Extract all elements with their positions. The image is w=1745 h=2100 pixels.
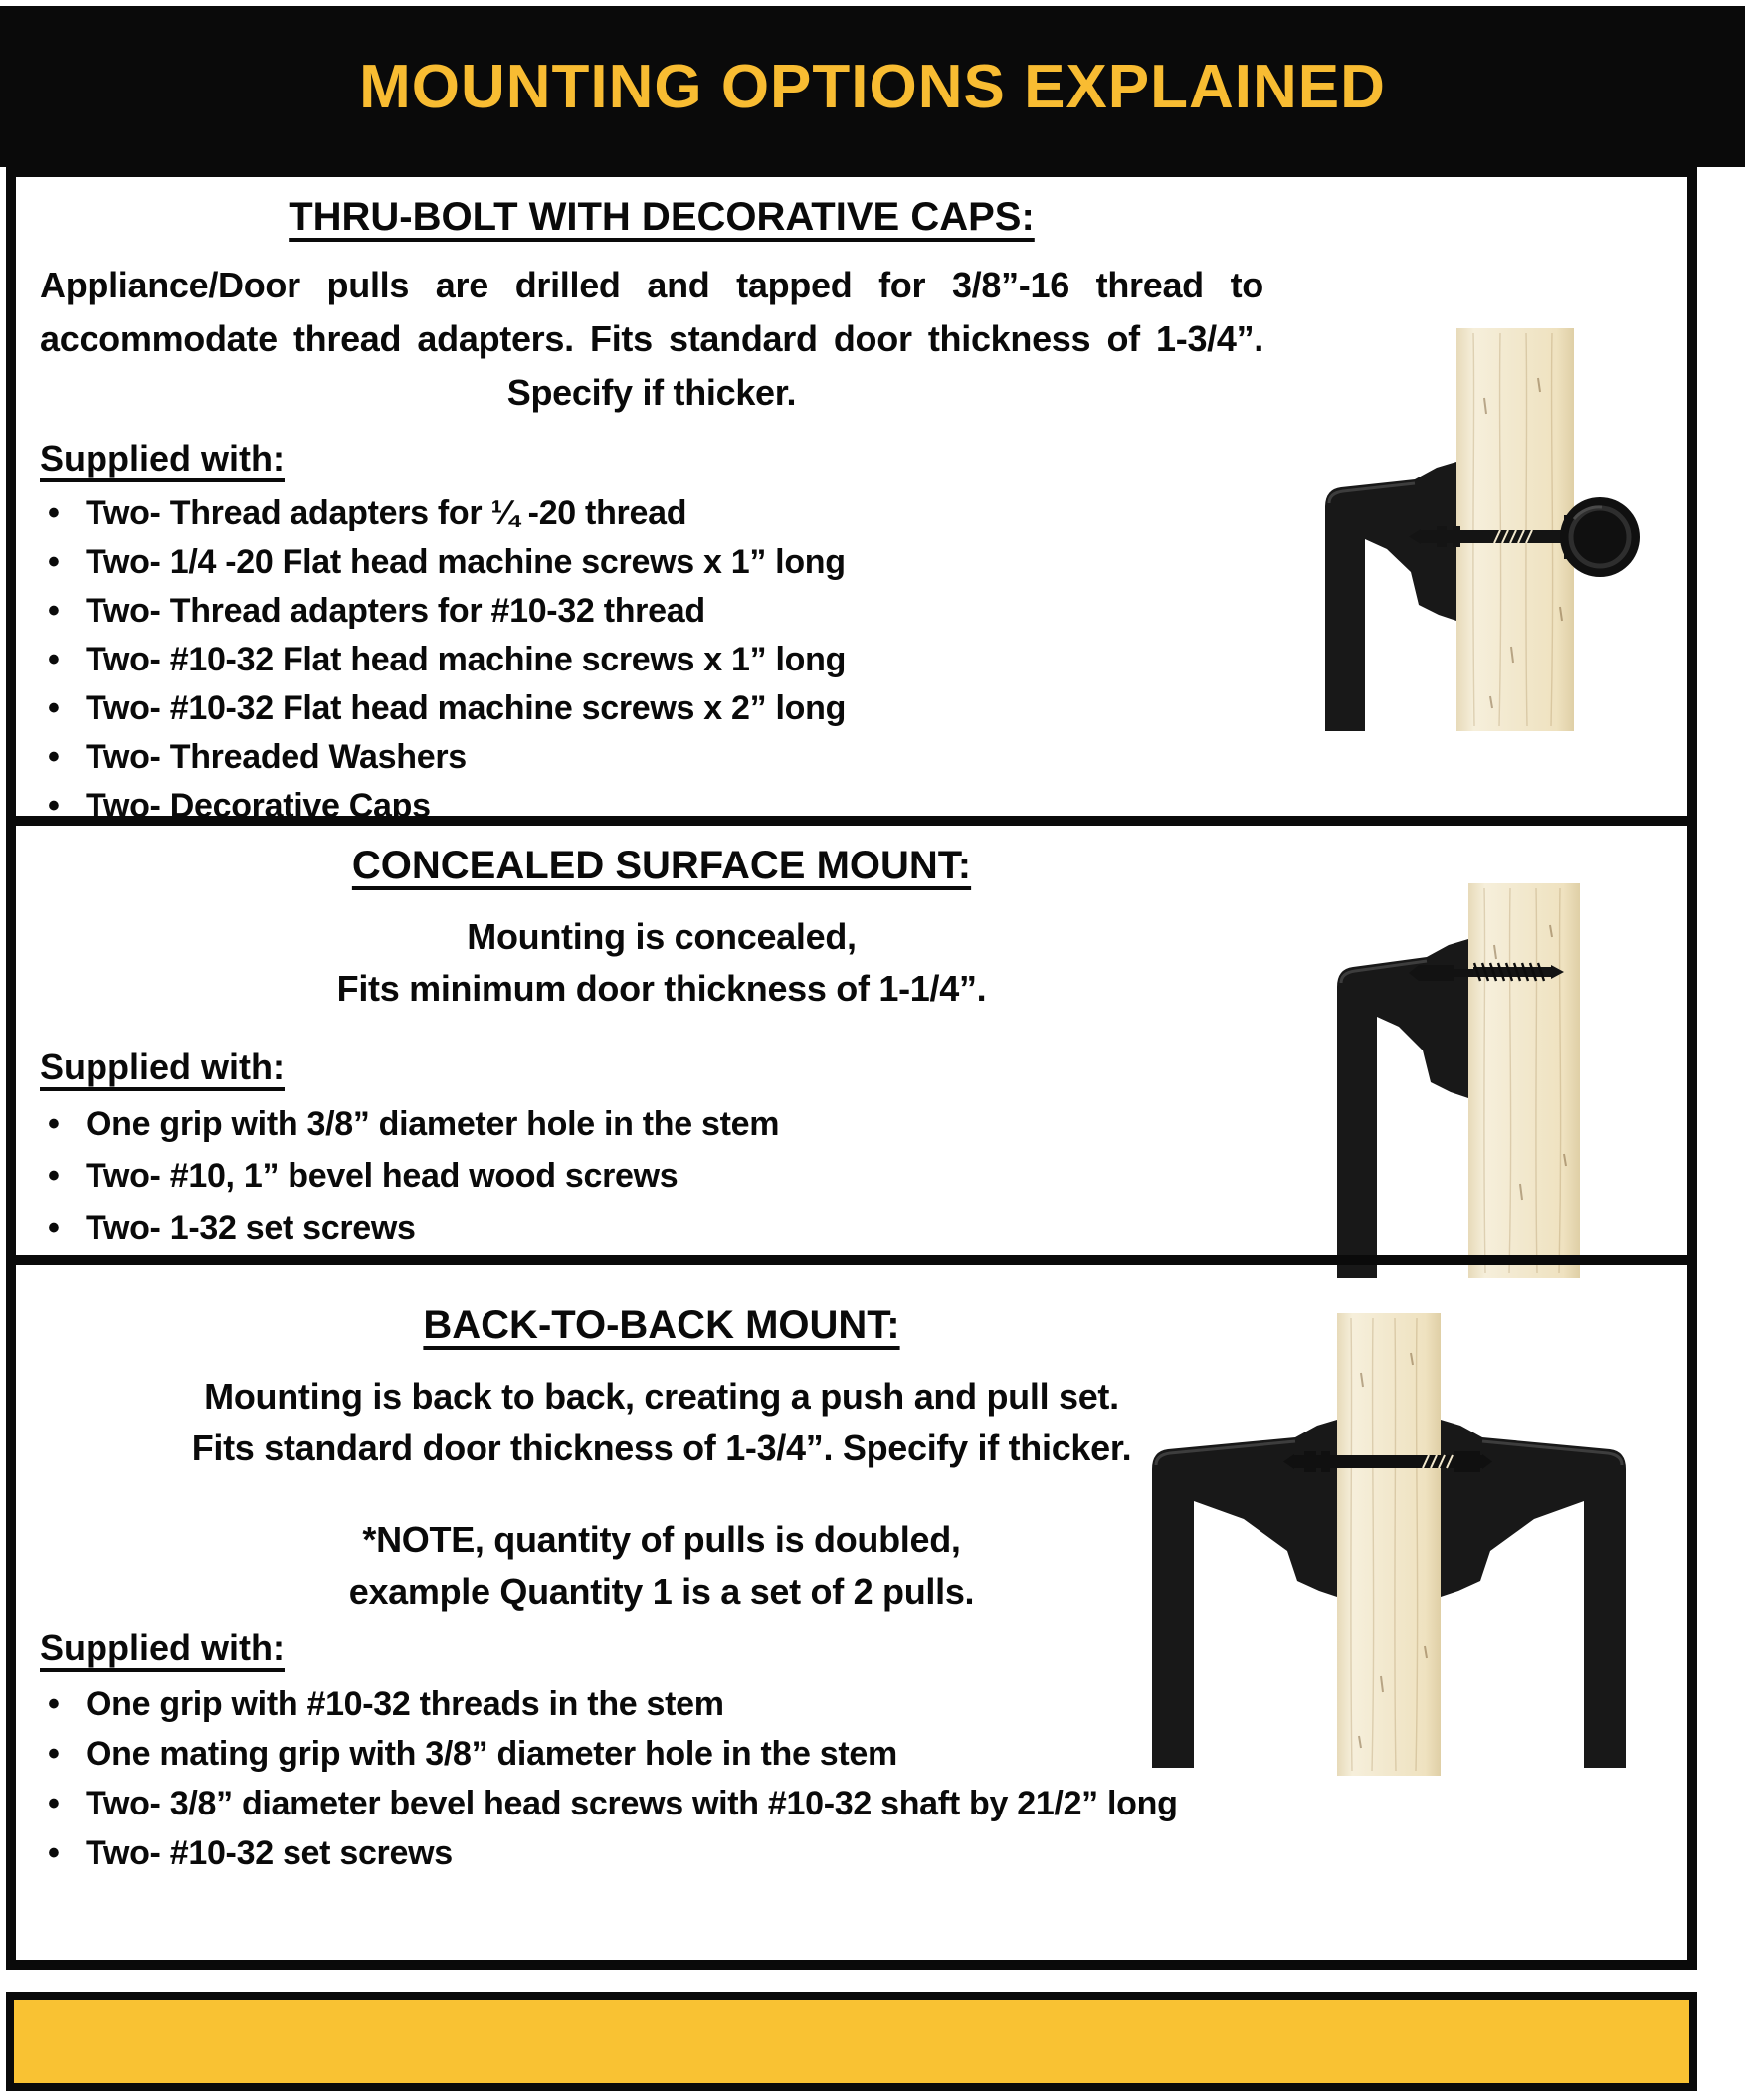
section-line: Fits minimum door thickness of 1-1/4”. — [336, 968, 987, 1009]
list-item: • Two- Threaded Washers — [40, 733, 1687, 782]
note-line: example Quantity 1 is a set of 2 pulls. — [348, 1571, 975, 1612]
content-box — [6, 167, 1697, 1970]
list-item: • One grip with 3/8” diameter hole in the stem — [40, 1098, 1687, 1150]
thread-adapter — [1453, 526, 1460, 547]
list-item: • One mating grip with 3/8” diameter hole in the stem — [40, 1729, 1687, 1779]
screw-shaft — [1454, 969, 1474, 977]
list-item: • One grip with #10-32 threads in the stem — [40, 1679, 1687, 1729]
section-concealed-mount — [16, 816, 1687, 1255]
note-line: *NOTE, quantity of pulls is doubled, — [362, 1519, 961, 1560]
list-item: • Two- 3/8” diameter bevel head screws with #10-32 shaft by 21/2” long — [40, 1779, 1687, 1828]
section-heading: THRU-BOLT WITH DECORATIVE CAPS: — [289, 195, 1035, 239]
section-back-to-back — [16, 1255, 1687, 1960]
section-line: Fits standard door thickness of 1-3/4”. Specify if thicker. — [191, 1428, 1132, 1468]
section-line: Mounting is back to back, creating a push and pull set. — [204, 1376, 1119, 1417]
list-item: • Two- 1/4 -20 Flat head machine screws x 1” long — [40, 538, 1687, 587]
back-to-back-diagram — [1090, 1298, 1687, 1796]
section-lines — [40, 911, 1283, 1015]
concealed-mount-diagram — [1269, 856, 1687, 1283]
list-item: • Two- #10-32 set screws — [40, 1828, 1687, 1878]
list-item: • Two- Decorative Caps — [40, 782, 1687, 831]
door-pull-handle — [1337, 939, 1468, 1278]
list-item: • Two- 1-32 set screws — [40, 1202, 1687, 1253]
footer-accent-bar — [6, 1992, 1697, 2091]
thread-adapter — [1304, 1451, 1316, 1472]
thru-bolt-diagram — [1269, 229, 1687, 746]
list-item: • Two- Thread adapters for #10-32 thread — [40, 587, 1687, 636]
screw-shank — [1419, 965, 1454, 981]
door-pull-handle — [1325, 462, 1456, 731]
section-heading-wrap — [40, 193, 1283, 241]
thread-sleeve — [1454, 1451, 1480, 1472]
thread-adapter — [1321, 1451, 1330, 1472]
list-item: • Two- Thread adapters for ¼ -20 thread — [40, 489, 1687, 538]
header-bar — [0, 6, 1745, 167]
page-title: MOUNTING OPTIONS EXPLAINED — [359, 52, 1386, 121]
section-heading-wrap — [40, 842, 1283, 1015]
supplied-label: Supplied with: — [40, 1047, 285, 1087]
section-heading: CONCEALED SURFACE MOUNT: — [351, 844, 972, 887]
door-wood — [1337, 1313, 1441, 1776]
supplied-label: Supplied with: — [40, 1627, 285, 1668]
list-item: • Two- #10-32 Flat head machine screws x 1” long — [40, 636, 1687, 684]
list-item: • Two- #10, 1” bevel head wood screws — [40, 1150, 1687, 1202]
section-line: Mounting is concealed, — [467, 916, 857, 957]
list-item: • Two- #10-32 Flat head machine screws x 2” long — [40, 684, 1687, 733]
supplied-label: Supplied with: — [40, 438, 285, 478]
thread-adapter — [1437, 526, 1447, 547]
section-description: Appliance/Door pulls are drilled and tapped for 3/8”-16 thread to accommodate thread adapters. Fits standard door thickness of 1-3/4”. Specify if thicker. — [40, 265, 1263, 413]
section-thru-bolt — [16, 177, 1687, 825]
section-heading: BACK-TO-BACK MOUNT: — [423, 1303, 900, 1347]
